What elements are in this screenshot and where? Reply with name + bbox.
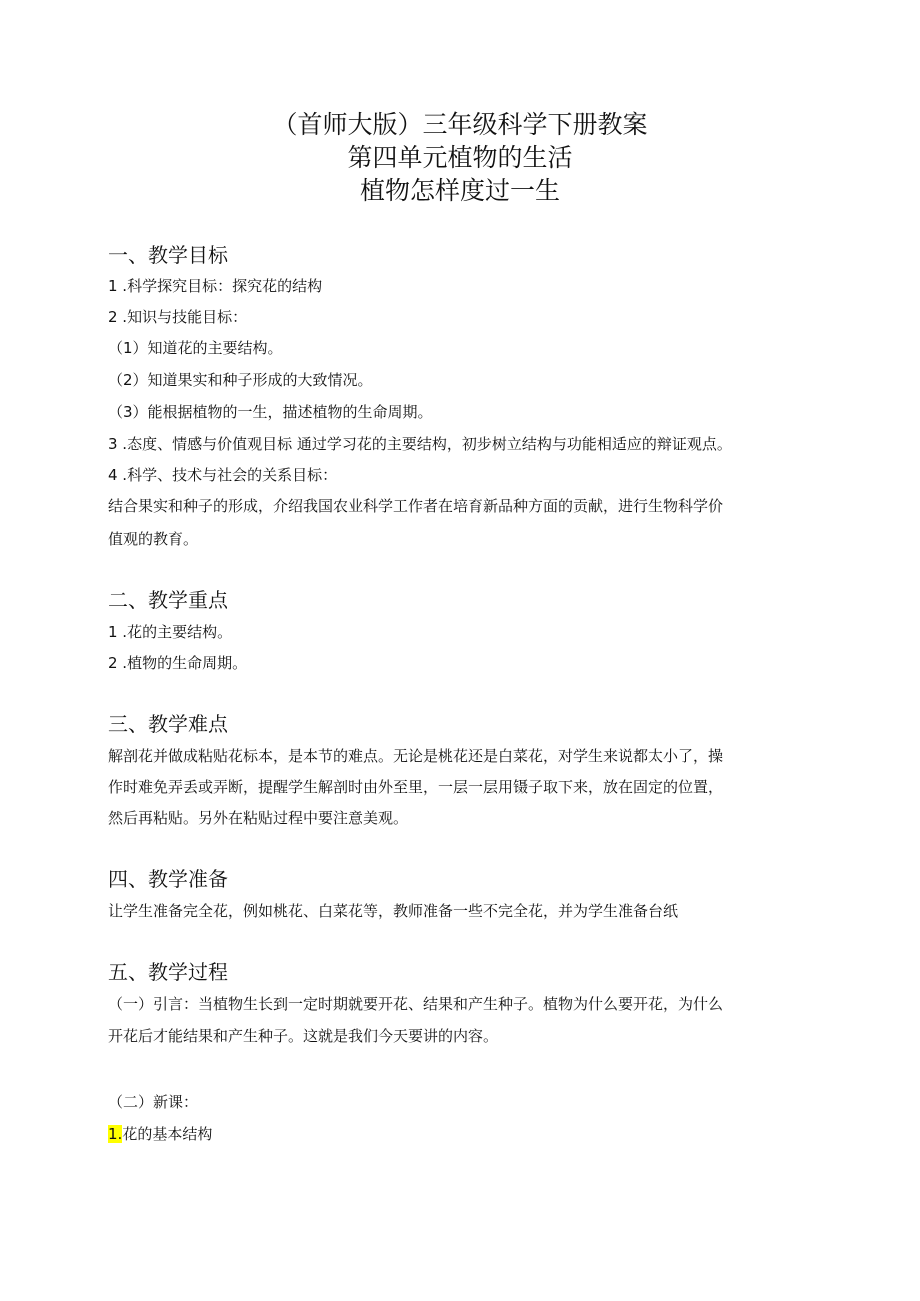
objective-item: 值观的教育。 <box>108 530 199 548</box>
lesson-item <box>108 1124 212 1144</box>
lesson-item-text: 花的基本结构 <box>122 1125 213 1143</box>
process-paragraph-line: 开花后才能结果和产生种子。这就是我们今天要讲的内容。 <box>108 1027 499 1045</box>
section-heading-difficulties: 三、教学难点 <box>108 712 228 736</box>
doc-title-line3: 植物怎样度过一生 <box>359 176 560 205</box>
section-heading-objectives: 一、教学目标 <box>108 243 228 267</box>
difficulty-paragraph-line: 作时难免弄丢或弄断，提醒学生解剖时由外至里，一层一层用镊子取下来，放在固定的位置， <box>108 778 724 796</box>
preparation-paragraph-line: 让学生准备完全花，例如桃花、白菜花等，教师准备一些不完全花，并为学生准备台纸 <box>108 902 679 920</box>
doc-title-line2: 第四单元植物的生活 <box>347 143 573 172</box>
objective-item: 1 .科学探究目标：探究花的结构 <box>108 277 323 295</box>
objective-item: （2）知道果实和种子形成的大致情况。 <box>108 371 373 389</box>
difficulty-paragraph-line: 解剖花并做成粘贴花标本，是本节的难点。无论是桃花还是白菜花，对学生来说都太小了，操 <box>108 747 724 765</box>
objective-item: 3 .态度、情感与价值观目标 通过学习花的主要结构，初步树立结构与功能相适应的辩证观点。 <box>108 435 732 453</box>
objective-item: （3）能根据植物的一生，描述植物的生命周期。 <box>108 403 433 421</box>
process-paragraph-line: （一）引言：当植物生长到一定时期就要开花、结果和产生种子。植物为什么要开花，为什么 <box>108 995 724 1013</box>
difficulty-paragraph-line: 然后再粘贴。另外在粘贴过程中要注意美观。 <box>108 809 409 827</box>
objective-item: 2 .知识与技能目标： <box>108 308 248 326</box>
doc-title-line1: （首师大版）三年级科学下册教案 <box>272 110 648 139</box>
key-point-item: 1 .花的主要结构。 <box>108 623 233 641</box>
section-heading-preparation: 四、教学准备 <box>108 867 228 891</box>
objective-item: 结合果实和种子的形成，介绍我国农业科学工作者在培育新品种方面的贡献，进行生物科学价 <box>108 497 724 515</box>
key-point-item: 2 .植物的生命周期。 <box>108 654 248 672</box>
objective-item: 4 .科学、技术与社会的关系目标： <box>108 466 338 484</box>
new-lesson-subheading: （二）新课： <box>108 1093 199 1111</box>
objective-item: （1）知道花的主要结构。 <box>108 339 283 357</box>
section-heading-process: 五、教学过程 <box>108 960 228 984</box>
section-heading-key-points: 二、教学重点 <box>108 588 228 612</box>
highlighted-item-number: 1. <box>108 1125 123 1143</box>
